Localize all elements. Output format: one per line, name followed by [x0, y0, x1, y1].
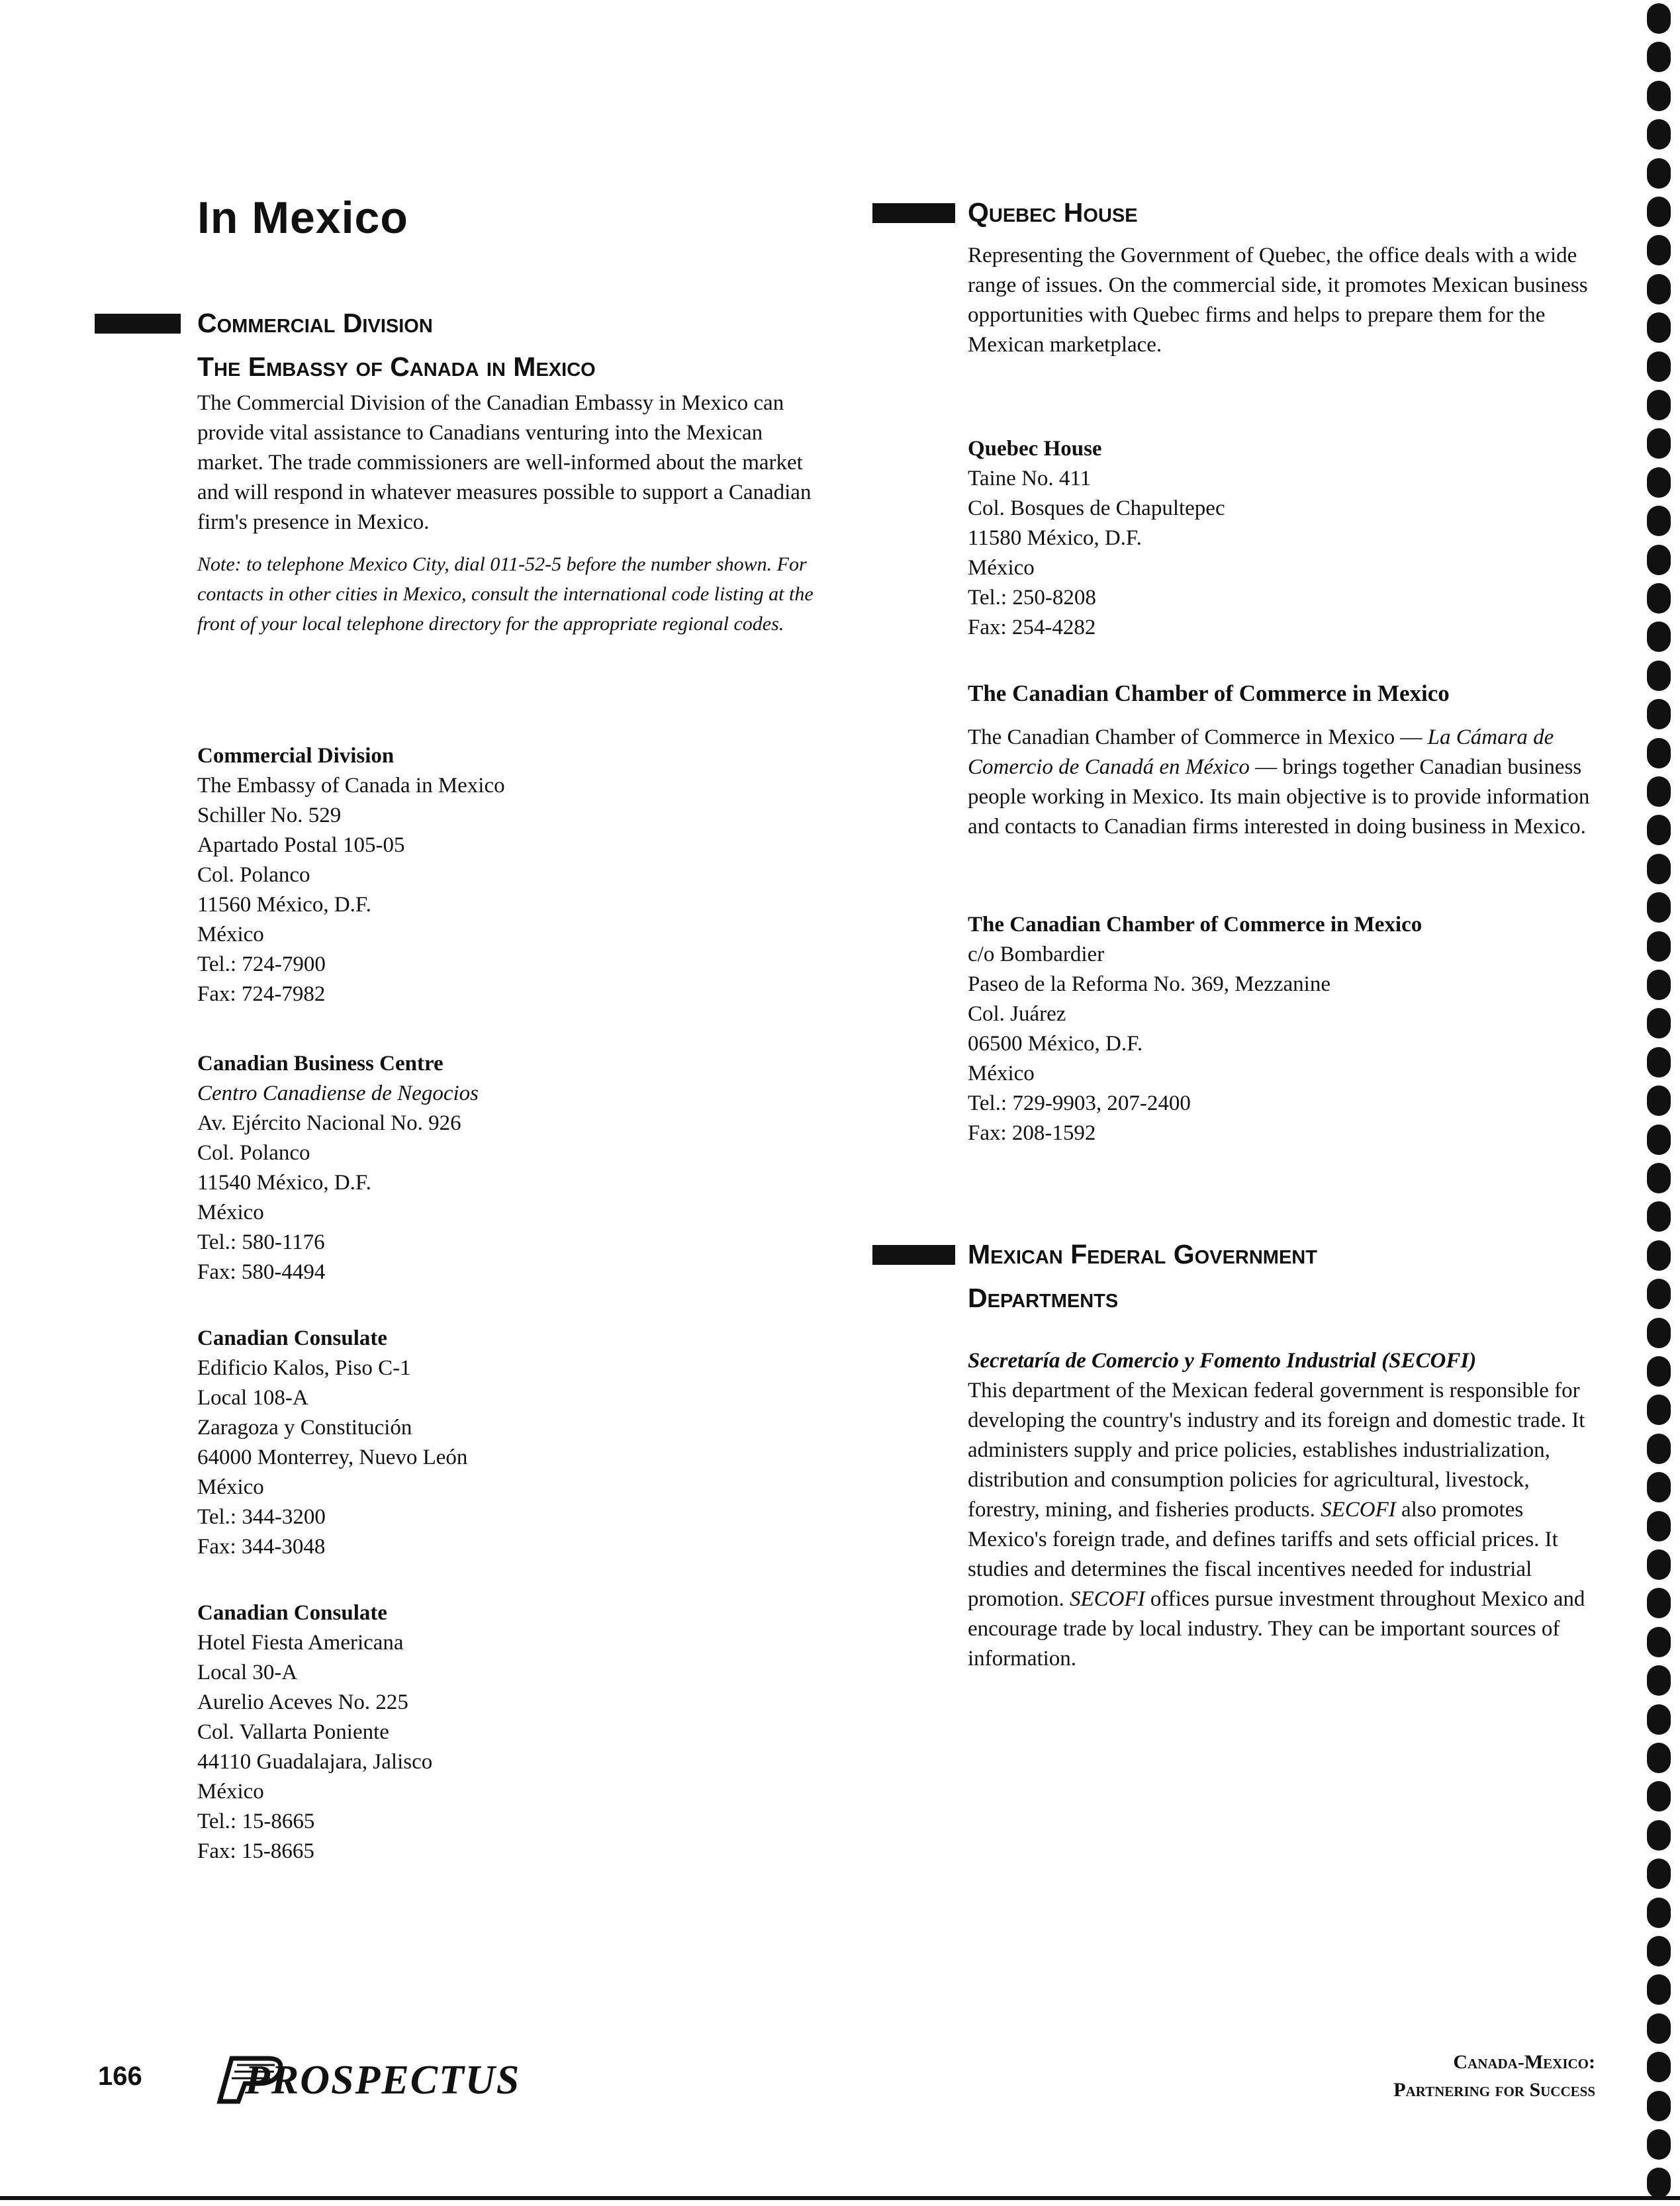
secofi-body-part: offices pursue investment throughout Mexico and encourage trade by local industry. They can be important sources of information. [968, 1587, 1585, 1671]
address-line: Taine No. 411 [968, 467, 1092, 490]
page-title: In Mexico [197, 193, 408, 243]
federal-section [968, 1232, 1603, 1674]
binding-hole [1647, 1781, 1671, 1812]
secofi-body-part: This department of the Mexican federal government is responsible for developing the country's industry and its foreign and domestic trade. It administers supply and price policies, establishes industrialization, distribution and consumption policies for agricultural, livestock, forestry, mining, and fisheries products. [968, 1379, 1585, 1522]
binding-hole [1647, 1665, 1671, 1696]
section-heading-federal: Mexican Federal Government [968, 1239, 1317, 1269]
binding-hole [1647, 1549, 1671, 1580]
address-line: Fax: 15-8665 [197, 1839, 314, 1863]
footer-tagline-line2: Partnering for Success [1393, 2079, 1595, 2101]
address-name: Commercial Division [197, 744, 395, 768]
binding-hole [1647, 1085, 1671, 1116]
address-line: México [197, 1780, 264, 1804]
binding-hole [1647, 738, 1671, 768]
binding-hole [1647, 81, 1671, 111]
address-line: Tel.: 15-8665 [197, 1810, 315, 1833]
binding-hole [1647, 931, 1671, 962]
address-line: Col. Vallarta Poniente [197, 1720, 389, 1744]
spiral-binding [1640, 0, 1680, 2206]
section-heading-embassy: The Embassy of Canada in Mexico [197, 351, 596, 382]
binding-hole [1647, 1163, 1671, 1193]
address-line: México [968, 556, 1035, 580]
binding-hole [1647, 197, 1671, 227]
address-line: 44110 Guadalajara, Jalisco [197, 1750, 433, 1774]
binding-hole [1647, 2129, 1671, 2160]
binding-hole [1647, 1125, 1671, 1155]
binding-hole [1647, 699, 1671, 729]
binding-hole [1647, 1859, 1671, 1889]
binding-hole [1647, 3, 1671, 34]
address-line: Col. Polanco [197, 1141, 310, 1165]
binding-hole [1647, 2168, 1671, 2198]
binding-hole [1647, 1511, 1671, 1541]
secofi-body-part: also promotes Mexico's foreign trade, and defines tariffs and sets official prices. It studies and determines the fiscal incentives needed for industrial promotion. [968, 1498, 1558, 1611]
binding-hole [1647, 1395, 1671, 1425]
commercial-description: The Commercial Division of the Canadian Embassy in Mexico can provide vital assistance to Canadians venturing into the Mexican market. The trade commissioners are well-informed about the market and will respond in whatever measures possible to support a Canadian firm's presence in Mexico. [197, 391, 812, 534]
binding-hole [1647, 776, 1671, 807]
address-line: Col. Juárez [968, 1002, 1066, 1026]
binding-hole [1647, 42, 1671, 72]
section-bar [872, 1245, 955, 1265]
binding-hole [1647, 1743, 1671, 1773]
binding-hole [1647, 815, 1671, 845]
secofi-acronym: SECOFI [1321, 1498, 1396, 1522]
address-line: México [197, 1201, 264, 1224]
binding-hole [1647, 1279, 1671, 1309]
binding-hole [1647, 621, 1671, 652]
prospectus-logo [205, 2045, 521, 2105]
footer-tagline [1393, 2048, 1595, 2104]
chamber-section [968, 678, 1603, 842]
binding-hole [1647, 1201, 1671, 1232]
address-business-centre [197, 1049, 833, 1287]
address-name: Canadian Consulate [197, 1601, 387, 1625]
binding-hole [1647, 467, 1671, 498]
binding-hole [1647, 1434, 1671, 1464]
address-line: Hotel Fiesta Americana [197, 1631, 404, 1655]
secofi-title: Secretaría de Comercio y Fomento Industrial (SECOFI) [968, 1349, 1477, 1373]
chamber-subheading: The Canadian Chamber of Commerce in Mexico [968, 680, 1450, 706]
address-line: 11560 México, D.F. [197, 893, 371, 917]
bottom-rule [0, 2196, 1680, 2200]
address-line: Fax: 254-4282 [968, 616, 1096, 639]
footer-tagline-line1: Canada-Mexico: [1453, 2051, 1595, 2073]
address-line-italic: Centro Canadiense de Negocios [197, 1081, 479, 1105]
binding-hole [1647, 970, 1671, 1000]
binding-hole [1647, 1008, 1671, 1038]
chamber-body-start: The Canadian Chamber of Commerce in Mexico — [968, 725, 1428, 749]
binding-hole [1647, 545, 1671, 575]
secofi-description [968, 1376, 1603, 1674]
binding-hole [1647, 583, 1671, 614]
binding-hole [1647, 1704, 1671, 1735]
address-line: México [968, 1062, 1035, 1085]
address-line: México [197, 1475, 264, 1499]
address-line: 06500 México, D.F. [968, 1032, 1143, 1056]
binding-hole [1647, 1627, 1671, 1657]
binding-hole [1647, 1356, 1671, 1387]
address-quebec-house [968, 434, 1603, 643]
address-line: Fax: 724-7982 [197, 982, 326, 1006]
address-name: Canadian Consulate [197, 1326, 387, 1350]
secofi-acronym: SECOFI [1070, 1587, 1145, 1611]
binding-hole [1647, 854, 1671, 884]
binding-hole [1647, 390, 1671, 420]
quebec-description: Representing the Government of Quebec, the office deals with a wide range of issues. On the commercial side, it promotes Mexican business opportunities with Quebec firms and helps to prepare them for the Mexican marketplace. [968, 244, 1588, 357]
chamber-description [968, 723, 1603, 842]
chamber-body-end: — brings together Canadian business people working in Mexico. Its main objective is to provide information and contacts to Canadian firms interested in doing business in Mexico. [968, 755, 1590, 839]
address-line: 11580 México, D.F. [968, 526, 1142, 550]
address-line: The Embassy of Canada in Mexico [197, 774, 505, 798]
address-chamber [968, 910, 1603, 1148]
binding-hole [1647, 1588, 1671, 1618]
address-line: Schiller No. 529 [197, 804, 342, 827]
telephone-note: Note: to telephone Mexico City, dial 011-52-5 before the number shown. For contacts in other cities in Mexico, consult the international code listing at the front of your local telephone directory for the appropriate regional codes. [197, 553, 814, 635]
section-bar [95, 314, 181, 334]
chamber-spanish-name: La Cámara de Comercio de Canadá en México [968, 725, 1554, 779]
address-line: Tel.: 250-8208 [968, 586, 1096, 610]
address-line: Tel.: 344-3200 [197, 1505, 326, 1529]
address-line: Col. Bosques de Chapultepec [968, 496, 1225, 520]
binding-hole [1647, 351, 1671, 382]
binding-hole [1647, 2013, 1671, 2044]
binding-hole [1647, 1318, 1671, 1348]
address-consulate-guadalajara [197, 1598, 833, 1866]
binding-hole [1647, 158, 1671, 189]
address-line: Tel.: 729-9903, 207-2400 [968, 1091, 1191, 1115]
page-number: 166 [98, 2062, 142, 2091]
section-heading-quebec: Quebec House [968, 197, 1138, 228]
address-name: Canadian Business Centre [197, 1052, 443, 1076]
binding-hole [1647, 1974, 1671, 2005]
address-line: c/o Bombardier [968, 942, 1105, 966]
binding-hole [1647, 1936, 1671, 1966]
address-line: Apartado Postal 105-05 [197, 833, 405, 857]
binding-hole [1647, 892, 1671, 923]
address-name: The Canadian Chamber of Commerce in Mexico [968, 913, 1423, 937]
address-commercial-division [197, 741, 833, 1009]
binding-hole [1647, 2052, 1671, 2082]
binding-hole [1647, 661, 1671, 691]
binding-hole [1647, 312, 1671, 343]
binding-hole [1647, 274, 1671, 304]
binding-hole [1647, 1820, 1671, 1851]
binding-hole [1647, 428, 1671, 459]
section-bar [872, 203, 955, 223]
address-line: Paseo de la Reforma No. 369, Mezzanine [968, 972, 1330, 996]
address-line: México [197, 923, 264, 946]
quebec-section [968, 191, 1603, 360]
address-line: Tel.: 724-7900 [197, 952, 326, 976]
address-line: Zaragoza y Constitución [197, 1416, 412, 1440]
binding-hole [1647, 1898, 1671, 1928]
binding-hole [1647, 1240, 1671, 1271]
address-line: Fax: 208-1592 [968, 1121, 1096, 1145]
address-line: Fax: 580-4494 [197, 1260, 326, 1284]
address-line: Local 30-A [197, 1661, 298, 1684]
commercial-section [197, 301, 833, 639]
address-line: Aurelio Aceves No. 225 [197, 1690, 408, 1714]
binding-hole [1647, 235, 1671, 265]
address-line: Fax: 344-3048 [197, 1535, 326, 1559]
address-line: Local 108-A [197, 1386, 308, 1410]
section-heading-departments: Departments [968, 1283, 1119, 1313]
address-line: Tel.: 580-1176 [197, 1230, 325, 1254]
address-line: 64000 Monterrey, Nuevo León [197, 1446, 468, 1469]
address-line: Col. Polanco [197, 863, 310, 887]
binding-hole [1647, 506, 1671, 536]
address-line: Edificio Kalos, Piso C-1 [197, 1356, 411, 1380]
binding-hole [1647, 1047, 1671, 1078]
binding-hole [1647, 1472, 1671, 1502]
binding-hole [1647, 119, 1671, 150]
logo-text: PROSPECTUS [245, 2058, 521, 2103]
address-name: Quebec House [968, 437, 1102, 461]
address-consulate-monterrey [197, 1324, 833, 1562]
section-heading-commercial: Commercial Division [197, 308, 433, 338]
binding-hole [1647, 2091, 1671, 2121]
address-line: Av. Ejército Nacional No. 926 [197, 1111, 461, 1135]
address-line: 11540 México, D.F. [197, 1171, 371, 1195]
